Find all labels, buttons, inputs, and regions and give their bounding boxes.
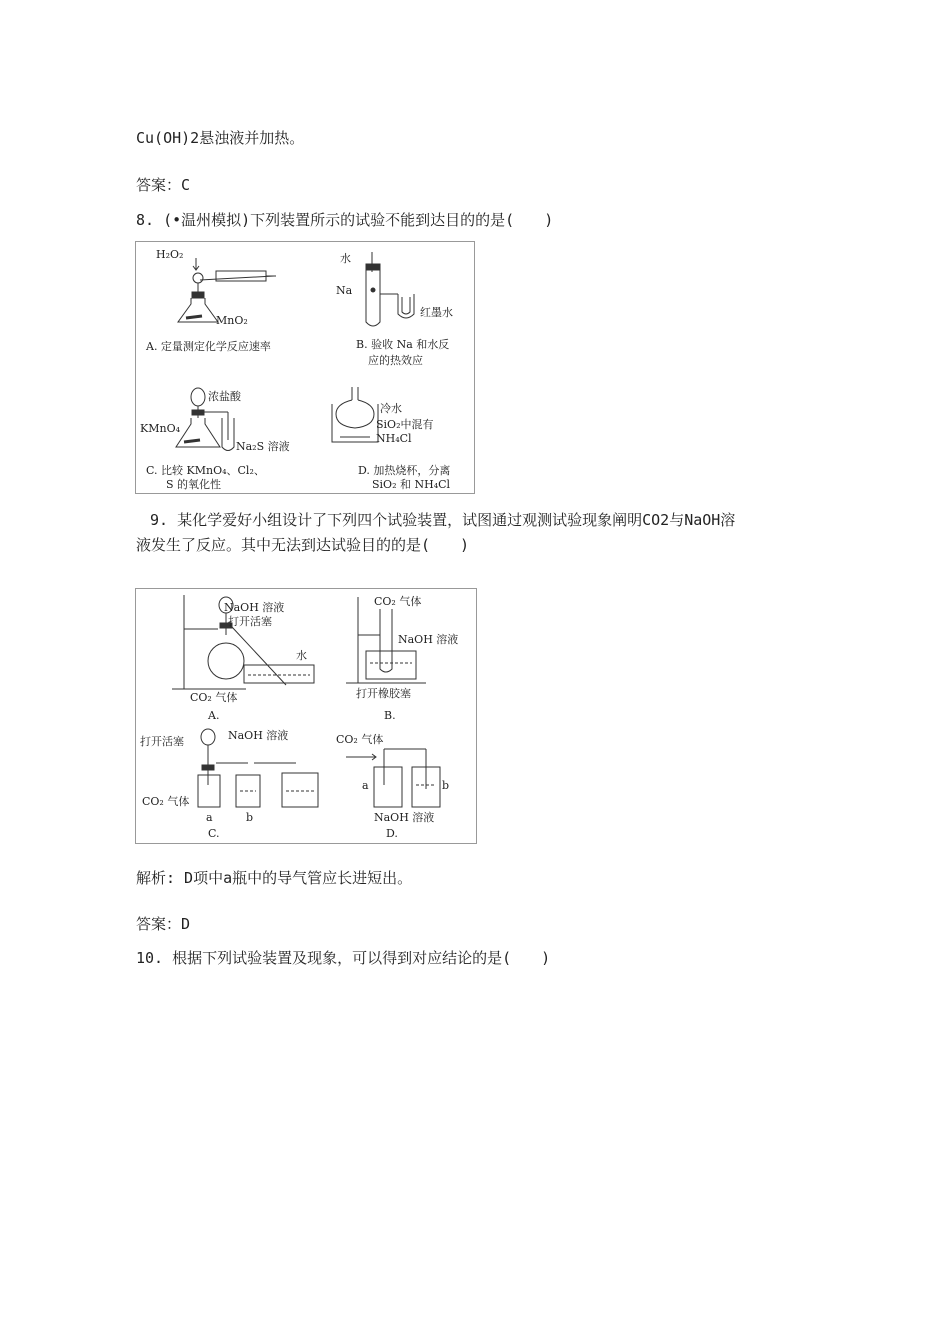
fig8b-water-label: 水 — [340, 252, 351, 265]
fig8c-caption-2: S 的氧化性 — [166, 478, 222, 491]
fig8-apparatus-d — [332, 387, 378, 442]
fig8a-h2o2-label: H₂O₂ — [156, 248, 184, 261]
fig9d-a-label: a — [362, 779, 369, 792]
fig8c-kmno4-label: KMnO₄ — [140, 422, 180, 435]
q9-figure — [135, 588, 477, 844]
fig8a-mno2-label: MnO₂ — [216, 314, 248, 327]
fig8b-caption-2: 应的热效应 — [368, 354, 423, 367]
fig8c-acid-label: 浓盐酸 — [208, 390, 241, 403]
q7-tail-text: Cu(OH)2悬浊液并加热。 — [136, 129, 305, 147]
q9-analysis: 解析: D项中a瓶中的导气管应长进短出。 — [136, 869, 413, 887]
fig9c-a-label: a — [206, 811, 213, 824]
fig9c-caption: C. — [208, 827, 220, 840]
fig9d-naoh-label: NaOH 溶液 — [374, 811, 435, 824]
fig8-apparatus-b — [366, 252, 414, 326]
fig9c-open-label: 打开活塞 — [140, 735, 184, 748]
fig9a-open-label: 打开活塞 — [228, 615, 272, 628]
fig9a-naoh-label: NaOH 溶液 — [224, 601, 285, 614]
q8-stem: 8. (•温州模拟)下列装置所示的试验不能到达目的的是( ) — [136, 211, 554, 229]
fig9a-water-label: 水 — [296, 649, 307, 662]
fig8d-mix-label-2: NH₄Cl — [376, 432, 412, 445]
fig8c-caption-1: C. 比较 KMnO₄、Cl₂、 — [146, 464, 265, 477]
fig9d-b-label: b — [442, 779, 450, 792]
q7-answer: 答案：C — [136, 176, 191, 194]
fig9c-b-label: b — [246, 811, 254, 824]
fig8b-na-label: Na — [336, 284, 353, 297]
fig9d-co2-label: CO₂ 气体 — [336, 733, 384, 746]
fig9c-naoh-label: NaOH 溶液 — [228, 729, 289, 742]
fig8d-caption-2: SiO₂ 和 NH₄Cl — [372, 478, 451, 491]
fig9b-co2-label: CO₂ 气体 — [374, 595, 422, 608]
fig8b-ink-label: 红墨水 — [420, 306, 453, 319]
fig8b-caption-1: B. 验收 Na 和水反 — [356, 338, 450, 351]
fig9b-naoh-label: NaOH 溶液 — [398, 633, 459, 646]
fig9-apparatus-d — [346, 749, 440, 807]
fig9b-open-label: 打开橡胶塞 — [356, 687, 411, 700]
q10-stem: 10. 根据下列试验装置及现象，可以得到对应结论的是( ) — [136, 949, 551, 967]
fig8-apparatus-a — [178, 258, 276, 322]
fig9c-co2-label: CO₂ 气体 — [142, 795, 190, 808]
fig9d-caption: D. — [386, 827, 398, 840]
fig9a-co2-label: CO₂ 气体 — [190, 691, 238, 704]
fig8d-caption-1: D. 加热烧杯，分离 — [358, 464, 451, 477]
fig8a-caption: A. 定量测定化学反应速率 — [146, 340, 271, 353]
fig8d-cold-label: 冷水 — [380, 402, 402, 415]
fig9a-caption: A. — [208, 709, 220, 722]
q9-stem-2: 液发生了反应。其中无法到达试验目的的是( ) — [136, 536, 470, 554]
fig8d-mix-label-1: SiO₂中混有 — [376, 418, 434, 431]
q9-stem-1: 9. 某化学爱好小组设计了下列四个试验装置，试图通过观测试验现象阐明CO2与NaOH溶 — [150, 511, 736, 529]
q9-answer: 答案：D — [136, 915, 191, 933]
q8-figure — [135, 241, 475, 494]
fig9b-caption: B. — [384, 709, 396, 722]
fig8c-na2s-label: Na₂S 溶液 — [236, 440, 290, 453]
